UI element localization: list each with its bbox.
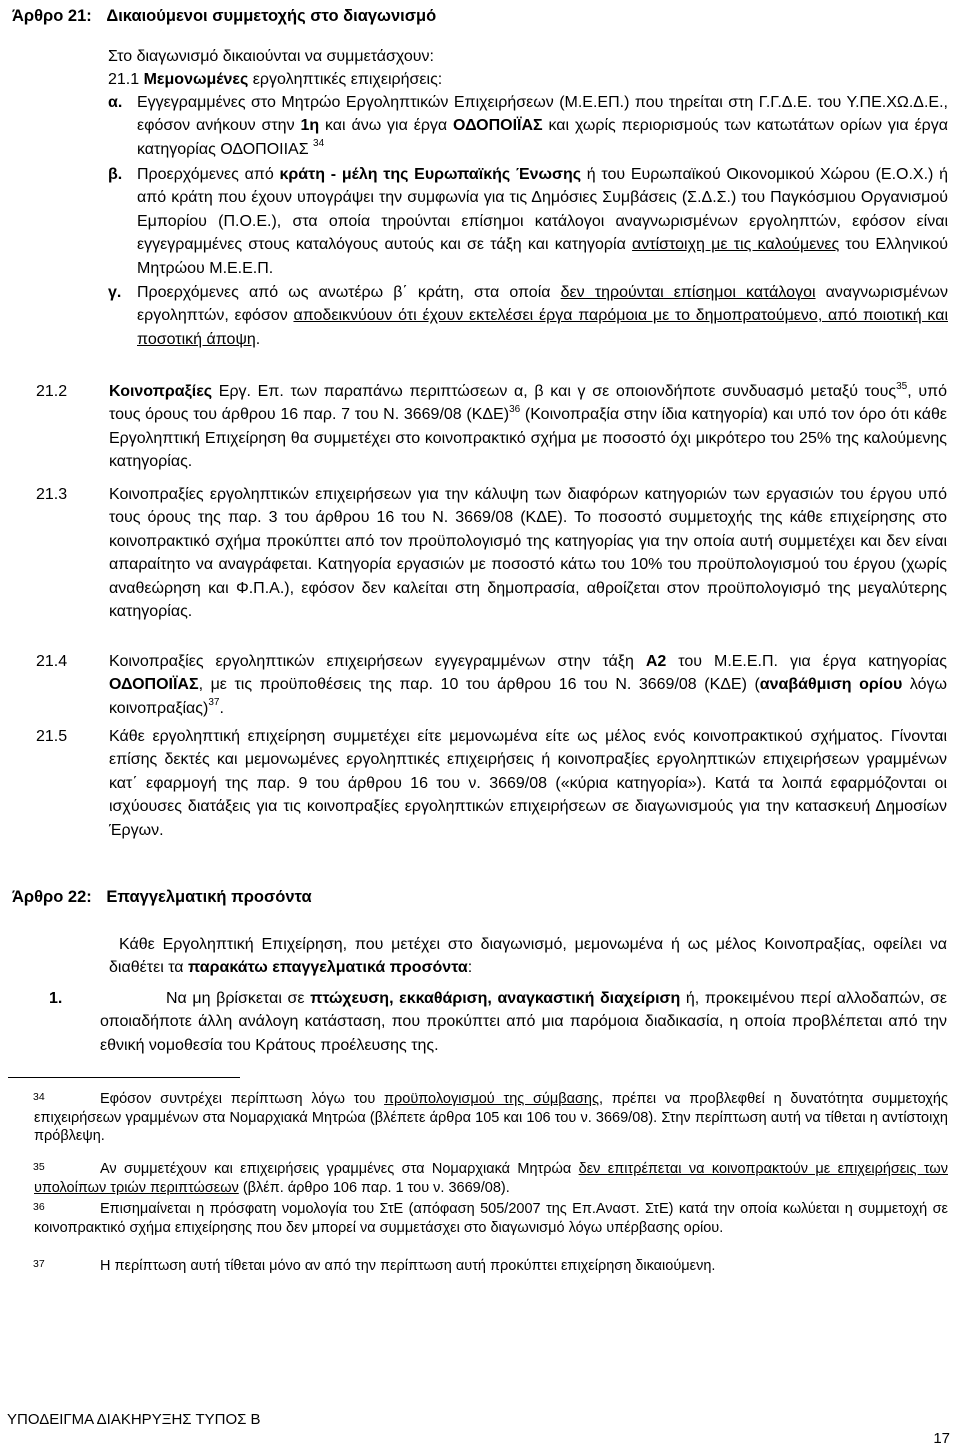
footnote-36-number: 36 <box>33 1201 45 1213</box>
section-21-4-number: 21.4 <box>36 653 68 670</box>
item-a-text: Εγγεγραμμένες στο Μητρώο Εργοληπτικών Επιχειρήσεων (Μ.Ε.ΕΠ.) που τηρείται στη Γ.Γ.Δ.Ε. του Υ.ΠΕ.ΧΩ.Δ.Ε., εφόσον ανήκουν στην 1η και άνω για έργα ΟΔΟΠΟΙΪΑΣ και χωρίς περιορισμούς των κατωτάτων ορίων για έργα κατηγορίας ΟΔΟΠΟΙΙΑΣ $^{34}$ <box>137 94 948 158</box>
footnote-separator <box>8 1077 240 1078</box>
footnote-34-number: 34 <box>33 1091 45 1103</box>
footnote-ref-37: 37 <box>208 697 220 709</box>
item-c-text: Προερχόμενες από ως ανωτέρω β΄ κράτη, στα οποία δεν τηρούνται επίσημοι κατάλογοι αναγνωρισμένων εργοληπτών, εφόσον αποδεικνύουν ότι έχουν εκτελέσει έργα παρόμοια με το δημοπρατούμενο, από ποιοτική και ποσοτική άποψη. <box>137 284 949 348</box>
section-21-1-title: Μεμονωμένες <box>143 71 249 88</box>
footnote-ref-35: 35 <box>896 380 908 392</box>
article-21-intro: Στο διαγωνισμό δικαιούνται να συμμετάσχουν: <box>108 48 434 65</box>
article-22-heading <box>12 886 312 909</box>
footnote-36-text: Επισημαίνεται η πρόσφατη νομολογία του ΣτΕ (απόφαση 505/2007 της Επ.Αναστ. ΣτΕ) κατά την οποία κωλύεται η συμμετοχή σε κοινοπρακτικό σχήμα επιχείρησης που δεν μπορεί να συμμετάσχει στο διαγωνισμό λόγω υπέρβασης ορίου. <box>34 1201 948 1236</box>
section-21-1-heading <box>108 68 442 91</box>
item-a-label: α. <box>108 94 123 111</box>
section-21-3-text: Κοινοπραξίες εργοληπτικών επιχειρήσεων για την κάλυψη των διαφόρων κατηγοριών των εργασιών του έργου υπό τους όρους της παρ. 3 του άρθρου 16 του Ν. 3669/08 (ΚΔΕ). Το ποσοστό συμμετοχής της κάθε επιχείρησης στο κοινοπρακτικό σχήμα προκύπτει από τον προϋπολογισμό της κατηγορίας για την οποία αυτή συμμετέχει και δεν είναι απαραίτητο να αναγράφεται. Κατηγορία εργασιών με ποσοστό κάτω του 10% του προϋπολογισμού του έργου (χωρίς αναθεώρηση και Φ.Π.Α.), εφόσον δεν καλείται στη δημοπρασία, αθροίζεται στον προϋπολογισμό της μεγαλύτερης κατηγορίας. <box>109 486 947 621</box>
article-22-title: Επαγγελματική προσόντα <box>106 888 312 906</box>
item-1-text: Να μη βρίσκεται σε πτώχευση, εκκαθάριση, αναγκαστική διαχείριση ή, προκειμένου περί αλλοδαπών, σε οποιαδήποτε άλλη ανάλογη κατάσταση, που προκύπτει από μια παρόμοια διαδικασία, η οποία προβλέπεται από την εθνική νομοθεσία του Κράτους προέλευσης της. <box>100 990 948 1054</box>
item-b-text: Προερχόμενες από κράτη - μέλη της Ευρωπαϊκής Ένωσης ή του Ευρωπαϊκού Οικονομικού Χώρου (Ε.Ο.Χ.) ή από κράτη που έχουν υπογράψει την συμφωνία για τις Δημόσιες Συμβάσεις (Σ.Δ.Σ.) του Παγκόσμιου Οργανισμού Εμπορίου (Π.Ο.Ε.), στα οποία τηρούνται επίσημοι κατάλογοι αναγνωρισμένων εργοληπτών, εφόσον είναι εγγεγραμμένες στους καταλόγους αυτούς και σε τάξη και κατηγορία αντίστοιχη με τις καλούμενες του Ελληνικού Μητρώου Μ.Ε.Ε.Π. <box>137 166 948 277</box>
footnote-37-text: Η περίπτωση αυτή τίθεται μόνο αν από την περίπτωση αυτή προκύπτει επιχείρηση δικαιούμενη. <box>100 1258 716 1274</box>
item-1-number: 1. <box>49 990 63 1007</box>
section-21-4-text: Κοινοπραξίες εργοληπτικών επιχειρήσεων εγγεγραμμένων στην τάξη Α2 του Μ.Ε.Ε.Π. για έργα κατηγορίας ΟΔΟΠΟΙΪΑΣ, με τις προϋποθέσεις της παρ. 10 του άρθρου 16 του Ν. 3669/08 (ΚΔΕ) (αναβάθμιση ορίου λόγω κοινοπραξίας)$^{37}$. <box>109 653 948 717</box>
page-number: 17 <box>933 1430 950 1447</box>
item-c-label: γ. <box>108 284 122 301</box>
footnote-ref-36: 36 <box>509 404 521 416</box>
article-21-heading <box>12 5 436 28</box>
section-21-1-title-rest: εργοληπτικές επιχειρήσεις: <box>248 71 443 88</box>
footnote-35-text: Αν συμμετέχουν και επιχειρήσεις γραμμένες στα Νομαρχιακά Μητρώα δεν επιτρέπεται να κοινοπρακτούν με επιχειρήσεις των υπολοίπων τριών περιπτώσεων (βλέπ. άρθρο 106 παρ. 1 του ν. 3669/08). <box>34 1161 948 1196</box>
article-22-intro: Κάθε Εργοληπτική Επιχείρηση, που μετέχει στο διαγωνισμό, μεμονωμένα ή ως μέλος Κοινοπραξίας, οφείλει να διαθέτει τα παρακάτω επαγγελματικά προσόντα: <box>109 936 947 977</box>
section-21-1-number: 21.1 <box>108 71 140 88</box>
footnote-37-number: 37 <box>33 1258 45 1270</box>
article-21-title: Δικαιούμενοι συμμετοχής στο διαγωνισμό <box>106 7 437 25</box>
item-b-label: β. <box>108 166 123 183</box>
section-21-5-number: 21.5 <box>36 728 68 745</box>
section-21-2-number: 21.2 <box>36 383 68 400</box>
section-21-2-text: Κοινοπραξίες Εργ. Επ. των παραπάνω περιπτώσεων α, β και γ σε οποιονδήποτε συνδυασμό μεταξύ τους$^{35}$, υπό τους όρους του άρθρου 16 παρ. 7 του Ν. 3669/08 $(K\Delta E)^{36}$ (Κοινοπραξία στην ίδια κατηγορία) και υπό τον όρο ότι κάθε Εργοληπτική Επιχείρηση θα συμμετέχει στο κοινοπρακτικό σχήμα με ποσοστό όχι μικρότερο του 25% της καλούμενης κατηγορίας. <box>109 380 948 471</box>
section-21-3-number: 21.3 <box>36 486 68 503</box>
footnote-ref-34: 34 <box>313 138 325 150</box>
section-21-5-text: Κάθε εργοληπτική επιχείρηση συμμετέχει είτε μεμονωμένα είτε ως μέλος ενός κοινοπρακτικού σχήματος. Γίνονται επίσης δεκτές και μεμονωμένες εργοληπτικές επιχειρήσεις ή κοινοπραξίες εργοληπτικών επιχειρήσεων γραμμένων κατ΄ εφαρμογή της παρ. 9 του άρθρου 16 του ν. 3669/08 («κύρια κατηγορία»). Κατά τα λοιπά εφαρμόζονται οι ισχύουσες διατάξεις για τις κοινοπραξίες εργοληπτικών επιχειρήσεων σε διαγωνισμούς για την κατασκευή Δημοσίων Έργων. <box>109 728 947 839</box>
article-21-number: Άρθρο 21: <box>12 7 92 25</box>
footnote-35-number: 35 <box>33 1161 45 1173</box>
footer-document-title: ΥΠΟΔΕΙΓΜΑ ΔΙΑΚΗΡΥΞΗΣ ΤΥΠΟΣ Β <box>7 1411 261 1428</box>
article-22-number: Άρθρο 22: <box>12 888 92 906</box>
footnote-34-text: Εφόσον συντρέχει περίπτωση λόγω του προϋπολογισμού της σύμβασης, πρέπει να προβλεφθεί η δυνατότητα συμμετοχής επιχειρήσεων γραμμένων στα Νομαρχιακά Μητρώα (βλέπετε άρθρα 105 και 106 του ν. 3669/08). Στην περίπτωση αυτή να τίθεται η αντίστοιχη πρόβλεψη. <box>34 1091 948 1144</box>
